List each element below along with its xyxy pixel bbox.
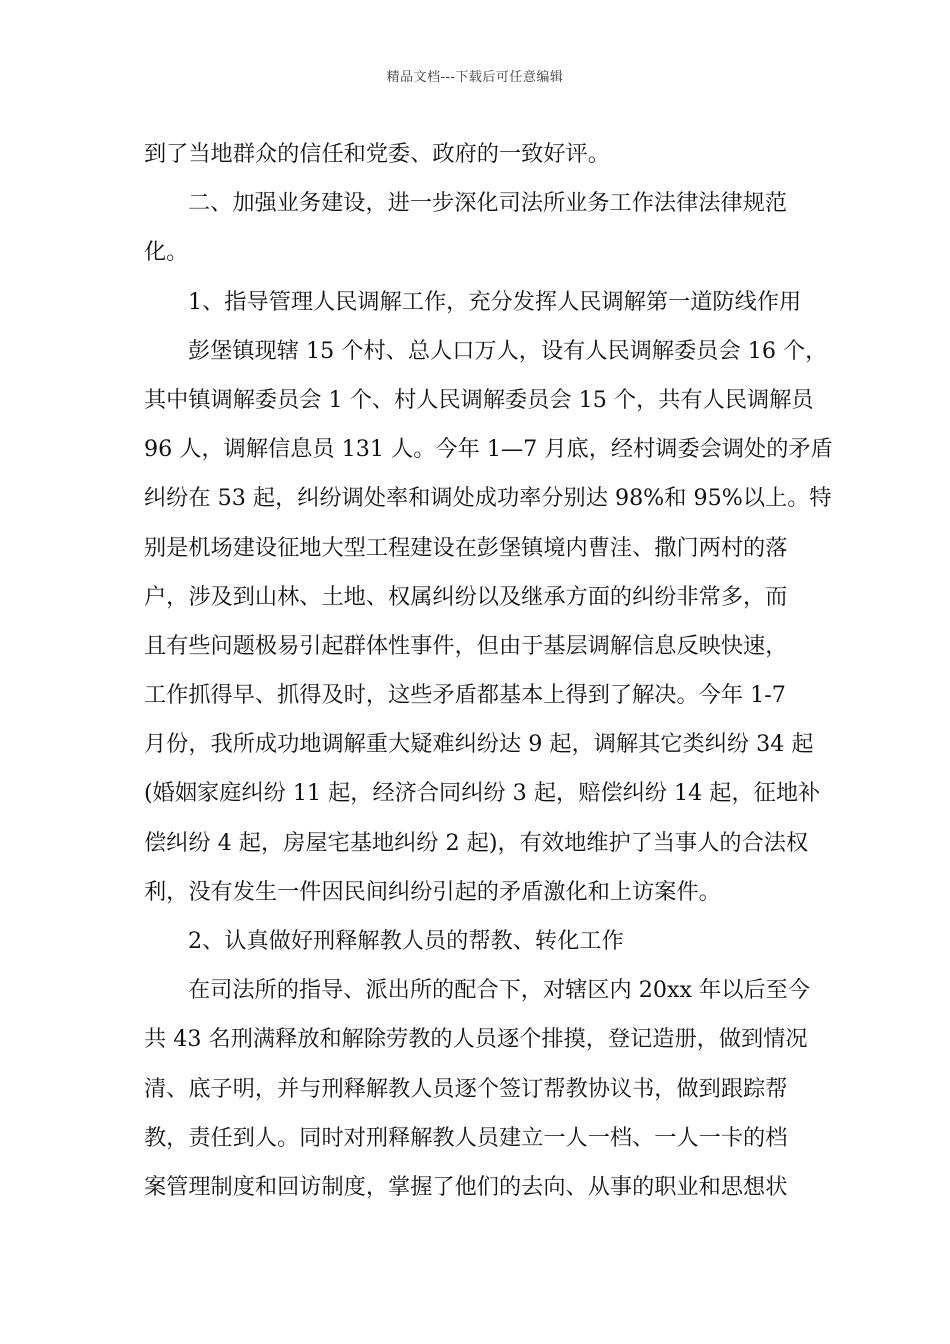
- document-body: [144, 130, 833, 1212]
- text-line: 纠纷在 53 起，纠纷调处率和调处成功率分别达 98%和 95%以上。特: [144, 485, 832, 512]
- text-line: 工作抓得早、抓得及时，这些矛盾都基本上得到了解决。今年 1-7: [144, 682, 786, 709]
- text-line: 二、加强业务建设，进一步深化司法所业务工作法律法律规范: [188, 190, 788, 217]
- text-line: 彭堡镇现辖 15 个村、总人口万人，设有人民调解委员会 16 个，: [188, 337, 828, 364]
- text-line: 且有些问题极易引起群体性事件，但由于基层调解信息反映快速，: [144, 632, 788, 659]
- text-line: 户，涉及到山林、土地、权属纠纷以及继承方面的纠纷非常多，而: [144, 583, 788, 610]
- text-line: 96 人，调解信息员 131 人。今年 1—7 月底，经村调委会调处的矛盾: [144, 436, 833, 463]
- text-line: (婚姻家庭纠纷 11 起，经济合同纠纷 3 起，赔偿纠纷 14 起，征地补: [144, 780, 821, 807]
- text-line: 别是机场建设征地大型工程建设在彭堡镇境内曹洼、撒门两村的落: [144, 534, 788, 561]
- text-line: 清、底子明，并与刑释解教人员逐个签订帮教协议书，做到跟踪帮: [144, 1075, 788, 1102]
- text-line: 在司法所的指导、派出所的配合下，对辖区内 20xx 年以后至今: [188, 977, 811, 1004]
- text-line: 教，责任到人。同时对刑释解教人员建立一人一档、一人一卡的档: [144, 1124, 788, 1151]
- text-line: 案管理制度和回访制度，掌握了他们的去向、从事的职业和思想状: [144, 1173, 788, 1200]
- text-line: 共 43 名刑满释放和解除劳教的人员逐个排摸，登记造册，做到情况: [144, 1026, 808, 1053]
- text-line: 1、指导管理人民调解工作，充分发挥人民调解第一道防线作用: [188, 288, 802, 315]
- text-line: 化。: [144, 239, 189, 266]
- text-line: 到了当地群众的信任和党委、政府的一致好评。: [144, 141, 610, 167]
- text-line: 其中镇调解委员会 1 个、村人民调解委员会 15 个，共有人民调解员: [144, 386, 814, 413]
- page-header: 精品文档---下载后可任意编辑: [386, 70, 564, 85]
- text-line: 偿纠纷 4 起，房屋宅基地纠纷 2 起)，有效地维护了当事人的合法权: [144, 829, 809, 856]
- text-line: 2、认真做好刑释解教人员的帮教、转化工作: [188, 928, 624, 954]
- text-line: 月份，我所成功地调解重大疑难纠纷达 9 起，调解其它类纠纷 34 起: [144, 731, 814, 758]
- text-line: 利，没有发生一件因民间纠纷引起的矛盾激化和上访案件。: [144, 878, 721, 905]
